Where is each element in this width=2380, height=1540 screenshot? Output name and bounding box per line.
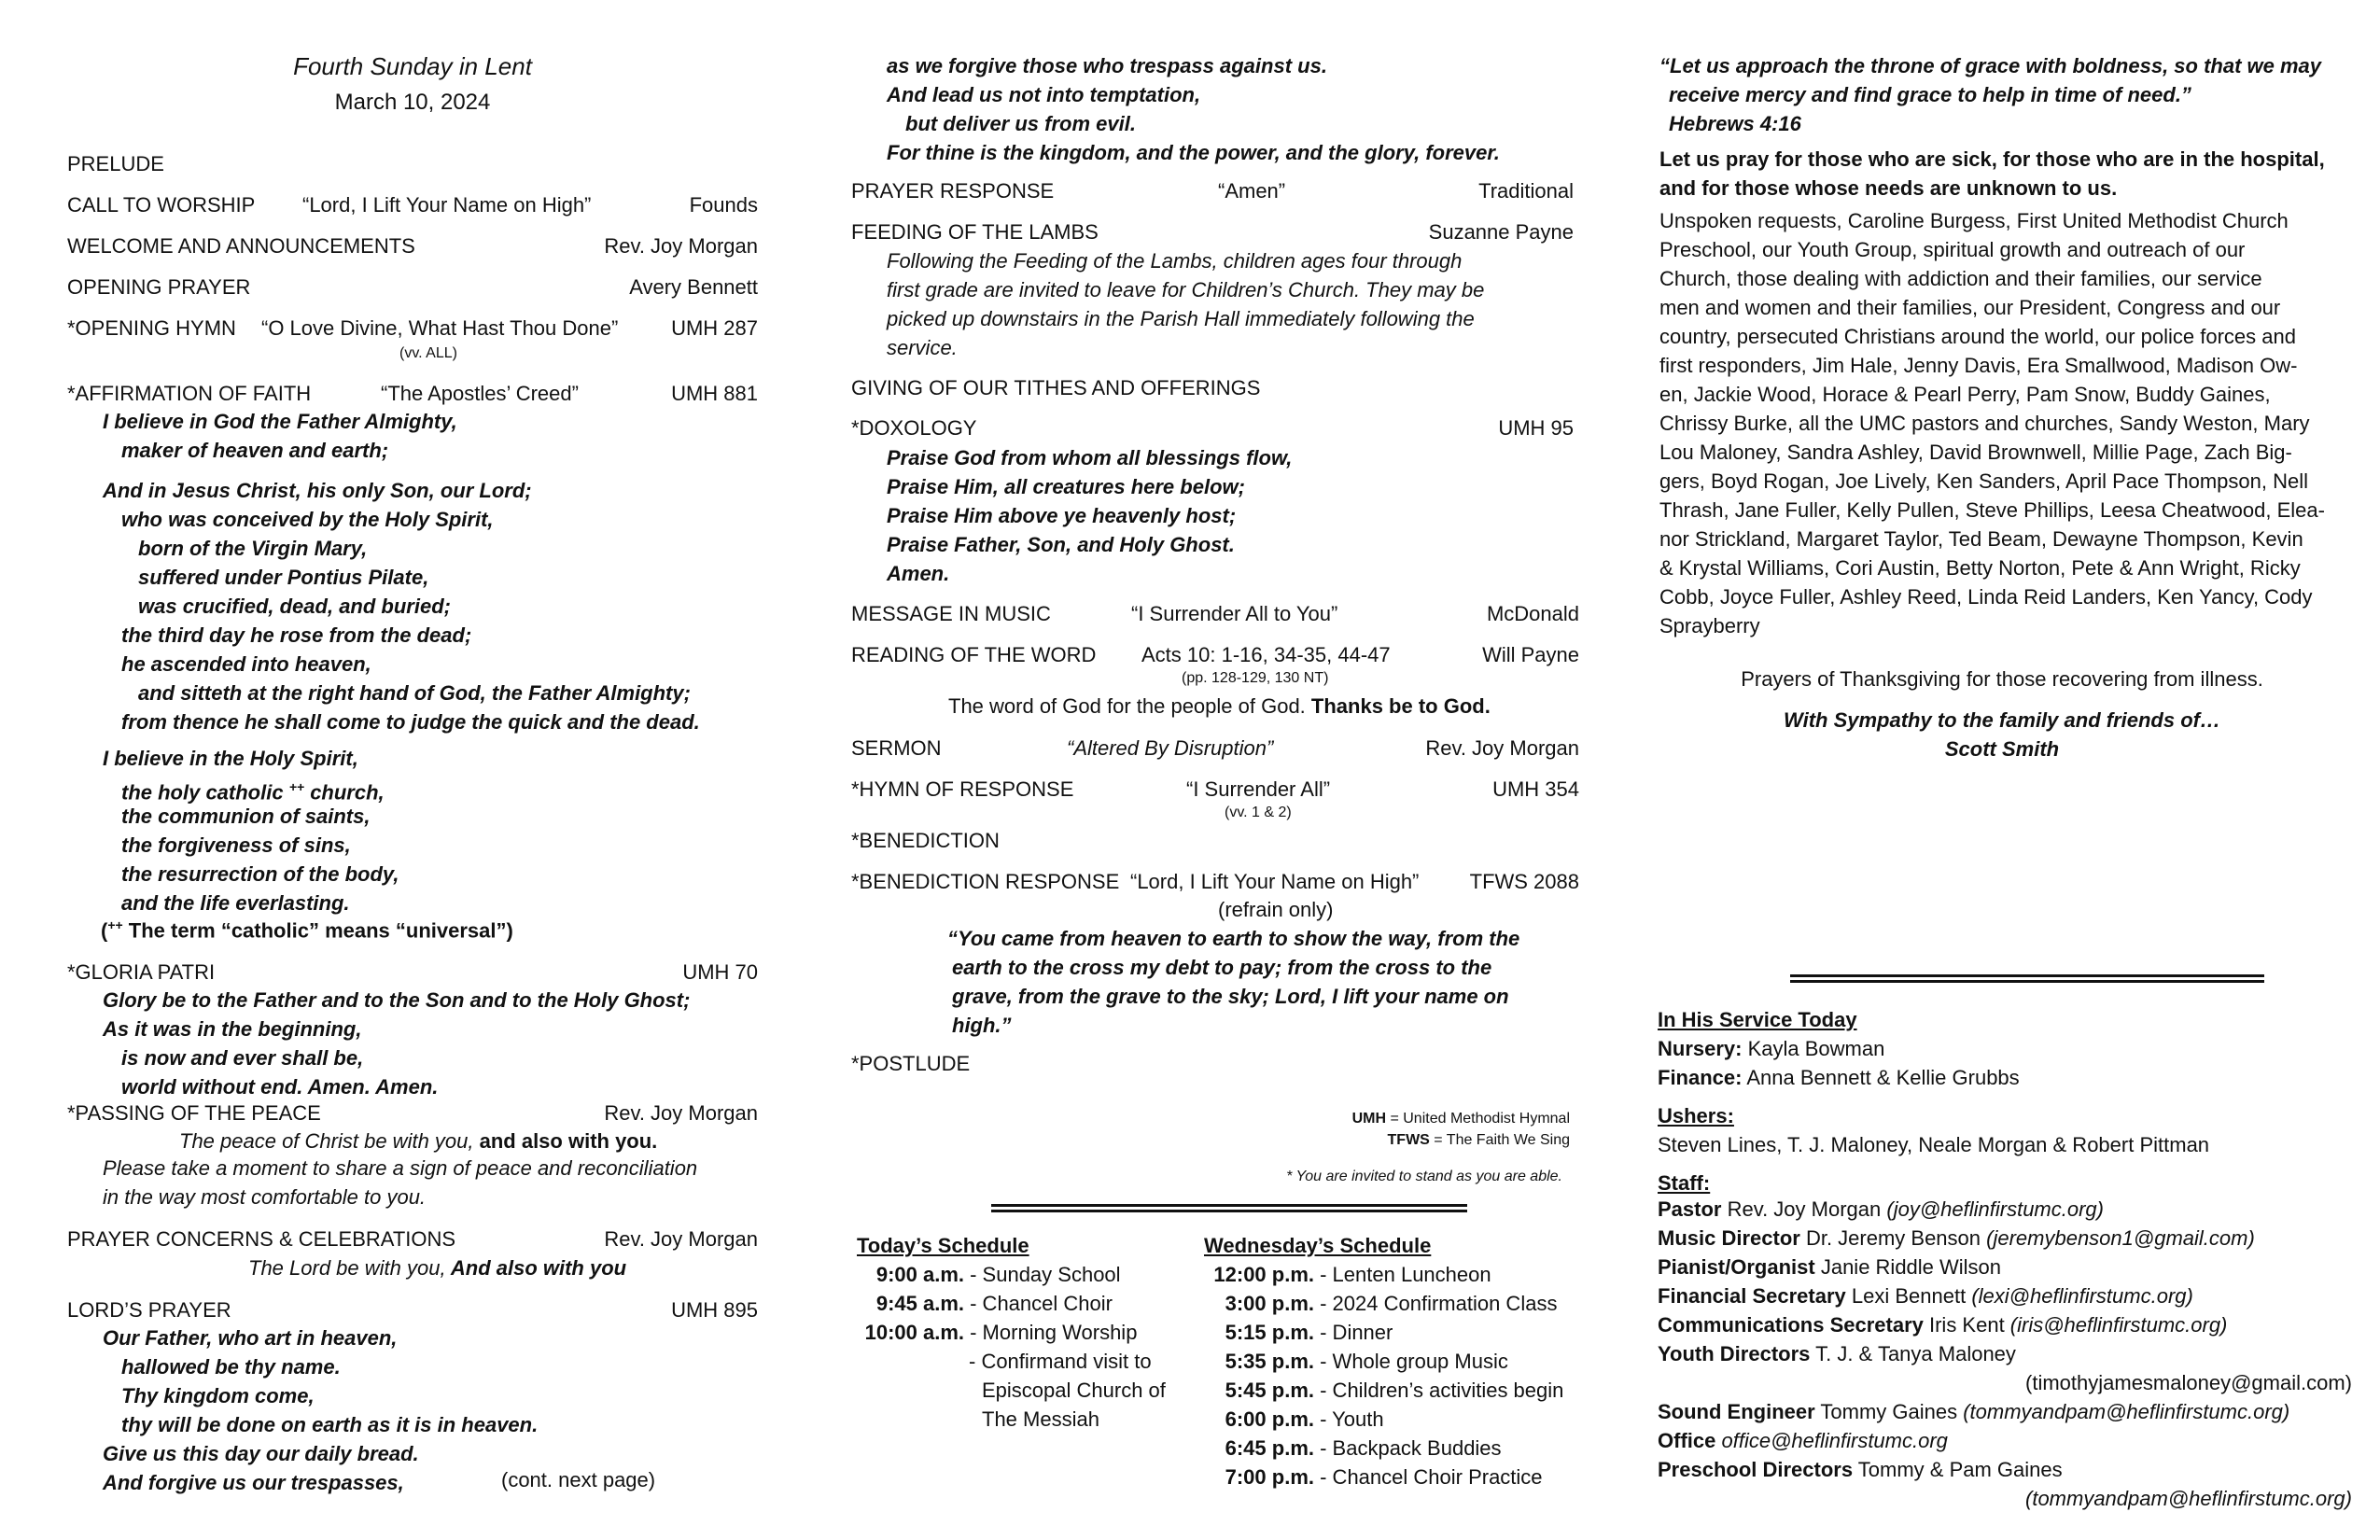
text-line: was crucified, dead, and buried; xyxy=(138,595,451,618)
text-line: (jeremybenson1@gmail.com) xyxy=(1986,1226,2255,1250)
gloria-lines xyxy=(103,986,758,1101)
text-line: T. J. & Tanya Maloney xyxy=(1810,1342,2016,1365)
text-line: The word of God for the people of God. xyxy=(948,694,1306,718)
giving-tithes: GIVING OF OUR TITHES AND OFFERINGS xyxy=(851,376,1261,399)
schedule-item xyxy=(1204,1260,1579,1289)
text-line: Preschool Directors xyxy=(1658,1458,1854,1481)
reading-word-row xyxy=(851,643,1579,671)
text-line: and for those whose needs are unknown to us. xyxy=(1659,176,2118,200)
doxology-lines xyxy=(887,443,1579,588)
text-line: 5:35 p.m. xyxy=(1225,1350,1314,1373)
text-line: Will Payne xyxy=(1482,643,1579,666)
text-line: born of the Virgin Mary, xyxy=(138,537,368,560)
text-line: “I Surrender All to You” xyxy=(1131,602,1338,625)
prayer-concerns-row xyxy=(67,1227,758,1255)
passing-peace-row xyxy=(67,1101,758,1129)
catholic-footnote xyxy=(101,917,758,943)
text-line: - Youth xyxy=(1314,1407,1384,1431)
text-line: - Whole group Music xyxy=(1314,1350,1508,1373)
divider xyxy=(1790,974,2264,983)
text-line: McDonald xyxy=(1486,602,1579,625)
text-line: OPENING PRAYER xyxy=(67,275,251,299)
text-line: suffered under Pontius Pilate, xyxy=(138,566,429,589)
text-line: (joy@heflinfirstumc.org) xyxy=(1886,1197,2104,1221)
text-line: Church, those dealing with addiction and their families, our service xyxy=(1659,267,2262,290)
text-line: 5:15 p.m. xyxy=(1225,1321,1314,1344)
text-line: The term “catholic” means “universal”) xyxy=(122,918,513,943)
service-title: Fourth Sunday in Lent xyxy=(293,52,532,80)
feeding-lambs-text xyxy=(887,246,1579,362)
text-line: “Lord, I Lift Your Name on High” xyxy=(302,193,592,217)
text-line: Episcopal Church of xyxy=(982,1379,1166,1402)
text-line: - Chancel Choir Practice xyxy=(1314,1465,1543,1489)
text-line: Dr. Jeremy Benson xyxy=(1799,1226,1987,1250)
text-line: - Dinner xyxy=(1314,1321,1393,1344)
text-line: Communications Secretary xyxy=(1658,1313,1924,1337)
text-line: Hebrews 4:16 xyxy=(1669,112,1801,135)
word-of-god xyxy=(948,694,1579,719)
text-line: Rev. Joy Morgan xyxy=(604,234,758,258)
creed-stanza-1 xyxy=(103,407,758,465)
text-line: *PASSING OF THE PEACE xyxy=(67,1101,321,1125)
benediction: *BENEDICTION xyxy=(851,829,1000,852)
text-line: maker of heaven and earth; xyxy=(121,439,389,462)
text-line: Acts 10: 1-16, 34-35, 44-47 xyxy=(1141,643,1391,666)
text-line: “The Apostles’ Creed” xyxy=(381,382,579,405)
lord-be-with-you xyxy=(248,1256,758,1281)
text-line: *BENEDICTION RESPONSE xyxy=(851,870,1120,893)
text-line: in the way most comfortable to you. xyxy=(103,1185,427,1209)
text-line: LORD’S PRAYER xyxy=(67,1298,231,1322)
text-line: Music Director xyxy=(1658,1226,1800,1250)
sympathy-note: With Sympathy to the family and friends of… xyxy=(1784,708,2220,732)
staff-item xyxy=(1658,1426,2352,1455)
text-line: Rev. Joy Morgan xyxy=(604,1227,758,1251)
text-line: Kayla Bowman xyxy=(1742,1037,1885,1060)
schedule-item xyxy=(1204,1347,1579,1376)
text-line: nor Strickland, Margaret Taylor, Ted Beam, Dewayne Thompson, Kevin xyxy=(1659,527,2303,551)
text-line: And lead us not into temptation, xyxy=(887,83,1201,106)
nursery xyxy=(1658,1037,2352,1061)
text-line: 7:00 p.m. xyxy=(1225,1465,1314,1489)
text-line: office@heflinfirstumc.org xyxy=(1721,1429,1948,1452)
text-line: “Amen” xyxy=(1218,179,1286,203)
text-line: Tommy & Pam Gaines xyxy=(1853,1458,2063,1481)
text-line: PRAYER CONCERNS & CELEBRATIONS xyxy=(67,1227,456,1251)
text-line: “O Love Divine, What Hast Thou Done” xyxy=(261,316,619,340)
hebrews-verse xyxy=(1659,51,2352,138)
text-line: high.” xyxy=(952,1014,1012,1037)
staff-item xyxy=(1658,1397,2352,1426)
text-line: ++ xyxy=(107,917,123,932)
schedule-item xyxy=(1204,1405,1579,1434)
text-line: Preschool, our Youth Group, spiritual growth and outreach of our xyxy=(1659,238,2246,261)
feeding-lambs-row xyxy=(851,220,1579,248)
text-line: he ascended into heaven, xyxy=(121,652,371,676)
prayer-list xyxy=(1659,206,2352,640)
prayer-response-row xyxy=(851,179,1579,207)
text-line: Cobb, Joyce Fuller, Ashley Reed, Linda Reid Landers, Ken Yancy, Cody xyxy=(1659,585,2313,609)
text-line: 6:00 p.m. xyxy=(1225,1407,1314,1431)
text-line: Rev. Joy Morgan xyxy=(1425,736,1579,760)
text-line: Praise Him above ye heavenly host; xyxy=(887,504,1237,527)
text-line: Suzanne Payne xyxy=(1428,220,1574,244)
text-line: As it was in the beginning, xyxy=(103,1017,362,1041)
text-line: Praise Father, Son, and Holy Ghost. xyxy=(887,533,1235,556)
text-line: The Messiah xyxy=(982,1407,1099,1431)
staff-item xyxy=(1658,1455,2352,1484)
text-line: - Sunday School xyxy=(964,1263,1121,1286)
text-line: and sitteth at the right hand of God, the Father Almighty; xyxy=(138,681,691,705)
text-line: earth to the cross my debt to pay; from the cross to the xyxy=(952,956,1492,979)
text-line: ++ xyxy=(288,779,305,794)
text-line: Sprayberry xyxy=(1659,614,1760,637)
text-line: Anna Bennett & Kellie Grubbs xyxy=(1742,1066,2020,1089)
text-line: *AFFIRMATION OF FAITH xyxy=(67,382,312,405)
text-line: Financial Secretary xyxy=(1658,1284,1846,1308)
creed-stanza-2 xyxy=(103,476,758,736)
text-line: I believe in God the Father Almighty, xyxy=(103,410,457,433)
staff-item xyxy=(1658,1281,2352,1310)
staff-title: Staff: xyxy=(1658,1171,1711,1195)
text-line: as we forgive those who trespass against us. xyxy=(887,54,1327,77)
text-line: Avery Bennett xyxy=(629,275,758,299)
text-line: (tommyandpam@heflinfirstumc.org) xyxy=(2025,1487,2352,1510)
text-line: & Krystal Williams, Cori Austin, Betty Norton, Pete & Ann Wright, Ricky xyxy=(1659,556,2301,580)
divider xyxy=(991,1204,1467,1212)
text-line: 12:00 p.m. xyxy=(1213,1263,1314,1286)
text-line: - Confirmand visit to xyxy=(969,1350,1152,1373)
schedule-item xyxy=(1204,1289,1579,1318)
staff-item xyxy=(1658,1253,2352,1281)
text-line: 9:45 a.m. xyxy=(875,1292,964,1315)
lords-prayer-row xyxy=(67,1298,758,1326)
text-line: Lexi Bennett xyxy=(1845,1284,1972,1308)
opening-hymn-row xyxy=(67,316,758,344)
text-line: The Lord be with you, xyxy=(248,1256,446,1280)
text-line: men and women and their families, our President, Congress and our xyxy=(1659,296,2281,319)
text-line: the forgiveness of sins, xyxy=(121,833,351,857)
benediction-response-note: (refrain only) xyxy=(1218,898,1334,921)
hymn-response-row xyxy=(851,777,1579,805)
prelude: PRELUDE xyxy=(67,152,164,175)
text-line: - Morning Worship xyxy=(964,1321,1138,1344)
affirmation-row xyxy=(67,382,758,410)
text-line: the resurrection of the body, xyxy=(121,862,399,886)
legend-tfws xyxy=(1388,1132,1570,1149)
staff-item xyxy=(1658,1224,2352,1253)
text-line: - Lenten Luncheon xyxy=(1314,1263,1491,1286)
text-line: Thrash, Jane Fuller, Kelly Pullen, Steve Phillips, Leesa Cheatwood, Elea- xyxy=(1659,498,2325,522)
text-line: service. xyxy=(887,336,958,359)
reading-pages: (pp. 128-129, 130 NT) xyxy=(1182,670,1329,686)
opening-prayer-row xyxy=(67,275,758,303)
text-line: - Backpack Buddies xyxy=(1314,1436,1502,1460)
text-line: - Children’s activities begin xyxy=(1314,1379,1564,1402)
text-line: Janie Riddle Wilson xyxy=(1814,1255,2002,1279)
text-line: grave, from the grave to the sky; Lord, I lift your name on xyxy=(952,985,1509,1008)
wednesday-schedule xyxy=(1204,1260,1579,1491)
text-line: Rev. Joy Morgan xyxy=(604,1101,758,1125)
ushers-list: Steven Lines, T. J. Maloney, Neale Morgan & Robert Pittman xyxy=(1658,1133,2210,1156)
text-line: who was conceived by the Holy Spirit, xyxy=(121,508,494,531)
text-line: Our Father, who art in heaven, xyxy=(103,1326,398,1350)
text-line: Unspoken requests, Caroline Burgess, First United Methodist Church xyxy=(1659,209,2289,232)
benediction-response-lyrics xyxy=(947,924,1579,1040)
schedule-item xyxy=(1204,1376,1579,1405)
text-line: receive mercy and find grace to help in time of need.” xyxy=(1669,83,2191,106)
text-line: the holy catholic xyxy=(121,780,284,805)
text-line: and also with you. xyxy=(473,1129,658,1153)
text-line: UMH 287 xyxy=(671,316,758,340)
text-line: Give us this day our daily bread. xyxy=(103,1442,419,1465)
text-line: “I Surrender All” xyxy=(1186,777,1331,801)
text-line: PRAYER RESPONSE xyxy=(851,179,1055,203)
text-line: SERMON xyxy=(851,736,942,760)
text-line: Nursery: xyxy=(1658,1037,1743,1060)
text-line: Thy kingdom come, xyxy=(121,1384,315,1407)
text-line: Thanks be to God. xyxy=(1305,694,1491,718)
text-line: the third day he rose from the dead; xyxy=(121,623,472,647)
text-line: “Lord, I Lift Your Name on High” xyxy=(1130,870,1420,893)
text-line: gers, Boyd Rogan, Joe Lively, Ken Sanders, April Pace Thompson, Nell xyxy=(1659,469,2309,493)
text-line: Traditional xyxy=(1478,179,1574,203)
text-line: Rev. Joy Morgan xyxy=(1721,1197,1887,1221)
text-line: “Altered By Disruption” xyxy=(1067,736,1274,760)
peace-response xyxy=(179,1129,758,1154)
text-line: from thence he shall come to judge the quick and the dead. xyxy=(121,710,700,734)
text-line: Founds xyxy=(689,193,758,217)
text-line: “Let us approach the throne of grace with boldness, so that we may xyxy=(1659,54,2322,77)
text-line: UMH 895 xyxy=(671,1298,758,1322)
sympathy-name: Scott Smith xyxy=(1944,737,2060,761)
text-line: picked up downstairs in the Parish Hall immediately following the xyxy=(887,307,1475,330)
text-line: Amen. xyxy=(887,562,950,585)
text-line: WELCOME AND ANNOUNCEMENTS xyxy=(67,234,415,258)
message-music-row xyxy=(851,602,1579,630)
text-line: *HYMN OF RESPONSE xyxy=(851,777,1074,801)
text-line: I believe in the Holy Spirit, xyxy=(103,747,358,770)
text-line: Praise God from whom all blessings flow, xyxy=(887,446,1293,469)
text-line: READING OF THE WORD xyxy=(851,643,1097,666)
text-line: And in Jesus Christ, his only Son, our Lord; xyxy=(103,479,532,502)
text-line: - 2024 Confirmation Class xyxy=(1314,1292,1558,1315)
staff-item xyxy=(1658,1310,2352,1339)
call-to-worship-row xyxy=(67,193,758,221)
text-line: (timothyjamesmaloney@gmail.com) xyxy=(2025,1371,2352,1394)
text-line: Praise Him, all creatures here below; xyxy=(887,475,1245,498)
ushers-title: Ushers: xyxy=(1658,1104,1734,1127)
creed-stanza-3 xyxy=(103,744,758,917)
text-line: CALL TO WORSHIP xyxy=(67,193,256,217)
text-line: Please take a moment to share a sign of peace and reconciliation xyxy=(103,1156,698,1180)
text-line: country, persecuted Christians around the world, our police forces and xyxy=(1659,325,2296,348)
benediction-response-row xyxy=(851,870,1579,898)
today-schedule-title: Today’s Schedule xyxy=(857,1234,1029,1257)
text-line: UMH xyxy=(1351,1111,1387,1127)
schedule-item xyxy=(1204,1318,1579,1347)
text-line: Finance: xyxy=(1658,1066,1743,1089)
text-line: - Chancel Choir xyxy=(964,1292,1113,1315)
opening-hymn-note: (vv. ALL) xyxy=(399,345,457,361)
text-line: hallowed be thy name. xyxy=(121,1355,341,1379)
lords-prayer-continued xyxy=(887,51,1579,167)
legend-umh xyxy=(1352,1111,1570,1127)
text-line: and the life everlasting. xyxy=(121,891,350,915)
text-line: Tommy Gaines xyxy=(1814,1400,1964,1423)
text-line: TFWS 2088 xyxy=(1469,870,1579,893)
text-line: Youth Directors xyxy=(1658,1342,1811,1365)
text-line: The peace of Christ be with you, xyxy=(179,1129,474,1153)
text-line: Office xyxy=(1658,1429,1716,1452)
text-line: *DOXOLOGY xyxy=(851,416,977,440)
text-line: the communion of saints, xyxy=(121,805,371,828)
text-line: 3:00 p.m. xyxy=(1225,1292,1314,1315)
text-line: is now and ever shall be, xyxy=(121,1046,364,1070)
text-line: TFWS xyxy=(1387,1132,1430,1148)
text-line: And also with you xyxy=(445,1256,627,1280)
staff-item xyxy=(1658,1195,2352,1224)
text-line: 10:00 a.m. xyxy=(864,1321,964,1344)
text-line: Iris Kent xyxy=(1923,1313,2010,1337)
text-line: Let us pray for those who are sick, for those who are in the hospital, xyxy=(1659,147,2325,171)
continued-note: (cont. next page) xyxy=(501,1468,656,1491)
text-line: Lou Maloney, Sandra Ashley, David Brownwell, Millie Page, Zach Big- xyxy=(1659,441,2292,464)
text-line: ( xyxy=(101,918,108,943)
service-today-title: In His Service Today xyxy=(1658,1008,1857,1031)
text-line: And forgive us our trespasses, xyxy=(103,1471,404,1494)
text-line: first responders, Jim Hale, Jenny Davis, Era Smallwood, Madison Ow- xyxy=(1659,354,2298,377)
text-line: Chrissy Burke, all the UMC pastors and churches, Sandy Weston, Mary xyxy=(1659,412,2310,435)
text-line: en, Jackie Wood, Horace & Pearl Perry, Pam Snow, Buddy Gaines, xyxy=(1659,383,2271,406)
text-line: *OPENING HYMN xyxy=(67,316,236,340)
text-line: Pastor xyxy=(1658,1197,1722,1221)
text-line: Glory be to the Father and to the Son and to the Holy Ghost; xyxy=(103,988,691,1012)
text-line: UMH 95 xyxy=(1498,416,1574,440)
hymn-response-note: (vv. 1 & 2) xyxy=(1225,805,1292,820)
text-line: FEEDING OF THE LAMBS xyxy=(851,220,1099,244)
text-line: 5:45 p.m. xyxy=(1225,1379,1314,1402)
text-line: Following the Feeding of the Lambs, children ages four through xyxy=(887,249,1463,273)
text-line: first grade are invited to leave for Children’s Church. They may be xyxy=(887,278,1485,301)
staff-list xyxy=(1658,1195,2352,1513)
peace-instructions xyxy=(103,1154,758,1211)
text-line: but deliver us from evil. xyxy=(905,112,1136,135)
text-line: UMH 354 xyxy=(1492,777,1579,801)
doxology-row xyxy=(851,416,1579,444)
text-line: world without end. Amen. Amen. xyxy=(121,1075,439,1099)
text-line: church, xyxy=(304,780,385,805)
text-line: = The Faith We Sing xyxy=(1429,1132,1570,1148)
prayer-heading xyxy=(1659,145,2352,203)
text-line: (tommyandpam@heflinfirstumc.org) xyxy=(1963,1400,2290,1423)
text-line: (lexi@heflinfirstumc.org) xyxy=(1971,1284,2193,1308)
sermon-row xyxy=(851,736,1579,764)
text-line: Pianist/Organist xyxy=(1658,1255,1815,1279)
text-line: “You came from heaven to earth to show the way, from the xyxy=(947,927,1520,950)
text-line: UMH 70 xyxy=(682,960,758,984)
text-line: Sound Engineer xyxy=(1658,1400,1815,1423)
postlude: *POSTLUDE xyxy=(851,1052,971,1075)
welcome-row xyxy=(67,234,758,262)
text-line: For thine is the kingdom, and the power, and the glory, forever. xyxy=(887,141,1500,164)
text-line: *GLORIA PATRI xyxy=(67,960,216,984)
service-date: March 10, 2024 xyxy=(334,90,491,115)
text-line: 9:00 a.m. xyxy=(875,1263,964,1286)
stand-note: * You are invited to stand as you are able. xyxy=(1286,1169,1562,1184)
text-line: 6:45 p.m. xyxy=(1225,1436,1314,1460)
staff-item xyxy=(1658,1339,2352,1368)
thanksgiving-note: Prayers of Thanksgiving for those recovering from illness. xyxy=(1741,667,2263,691)
text-line: = United Methodist Hymnal xyxy=(1386,1111,1570,1127)
schedule-item xyxy=(1204,1463,1579,1491)
text-line: UMH 881 xyxy=(671,382,758,405)
finance xyxy=(1658,1066,2352,1090)
schedule-item xyxy=(1204,1434,1579,1463)
text-line: MESSAGE IN MUSIC xyxy=(851,602,1051,625)
text-line: (iris@heflinfirstumc.org) xyxy=(2009,1313,2228,1337)
wednesday-schedule-title: Wednesday’s Schedule xyxy=(1204,1234,1432,1257)
text-line: thy will be done on earth as it is in heaven. xyxy=(121,1413,539,1436)
gloria-patri-row xyxy=(67,960,758,988)
